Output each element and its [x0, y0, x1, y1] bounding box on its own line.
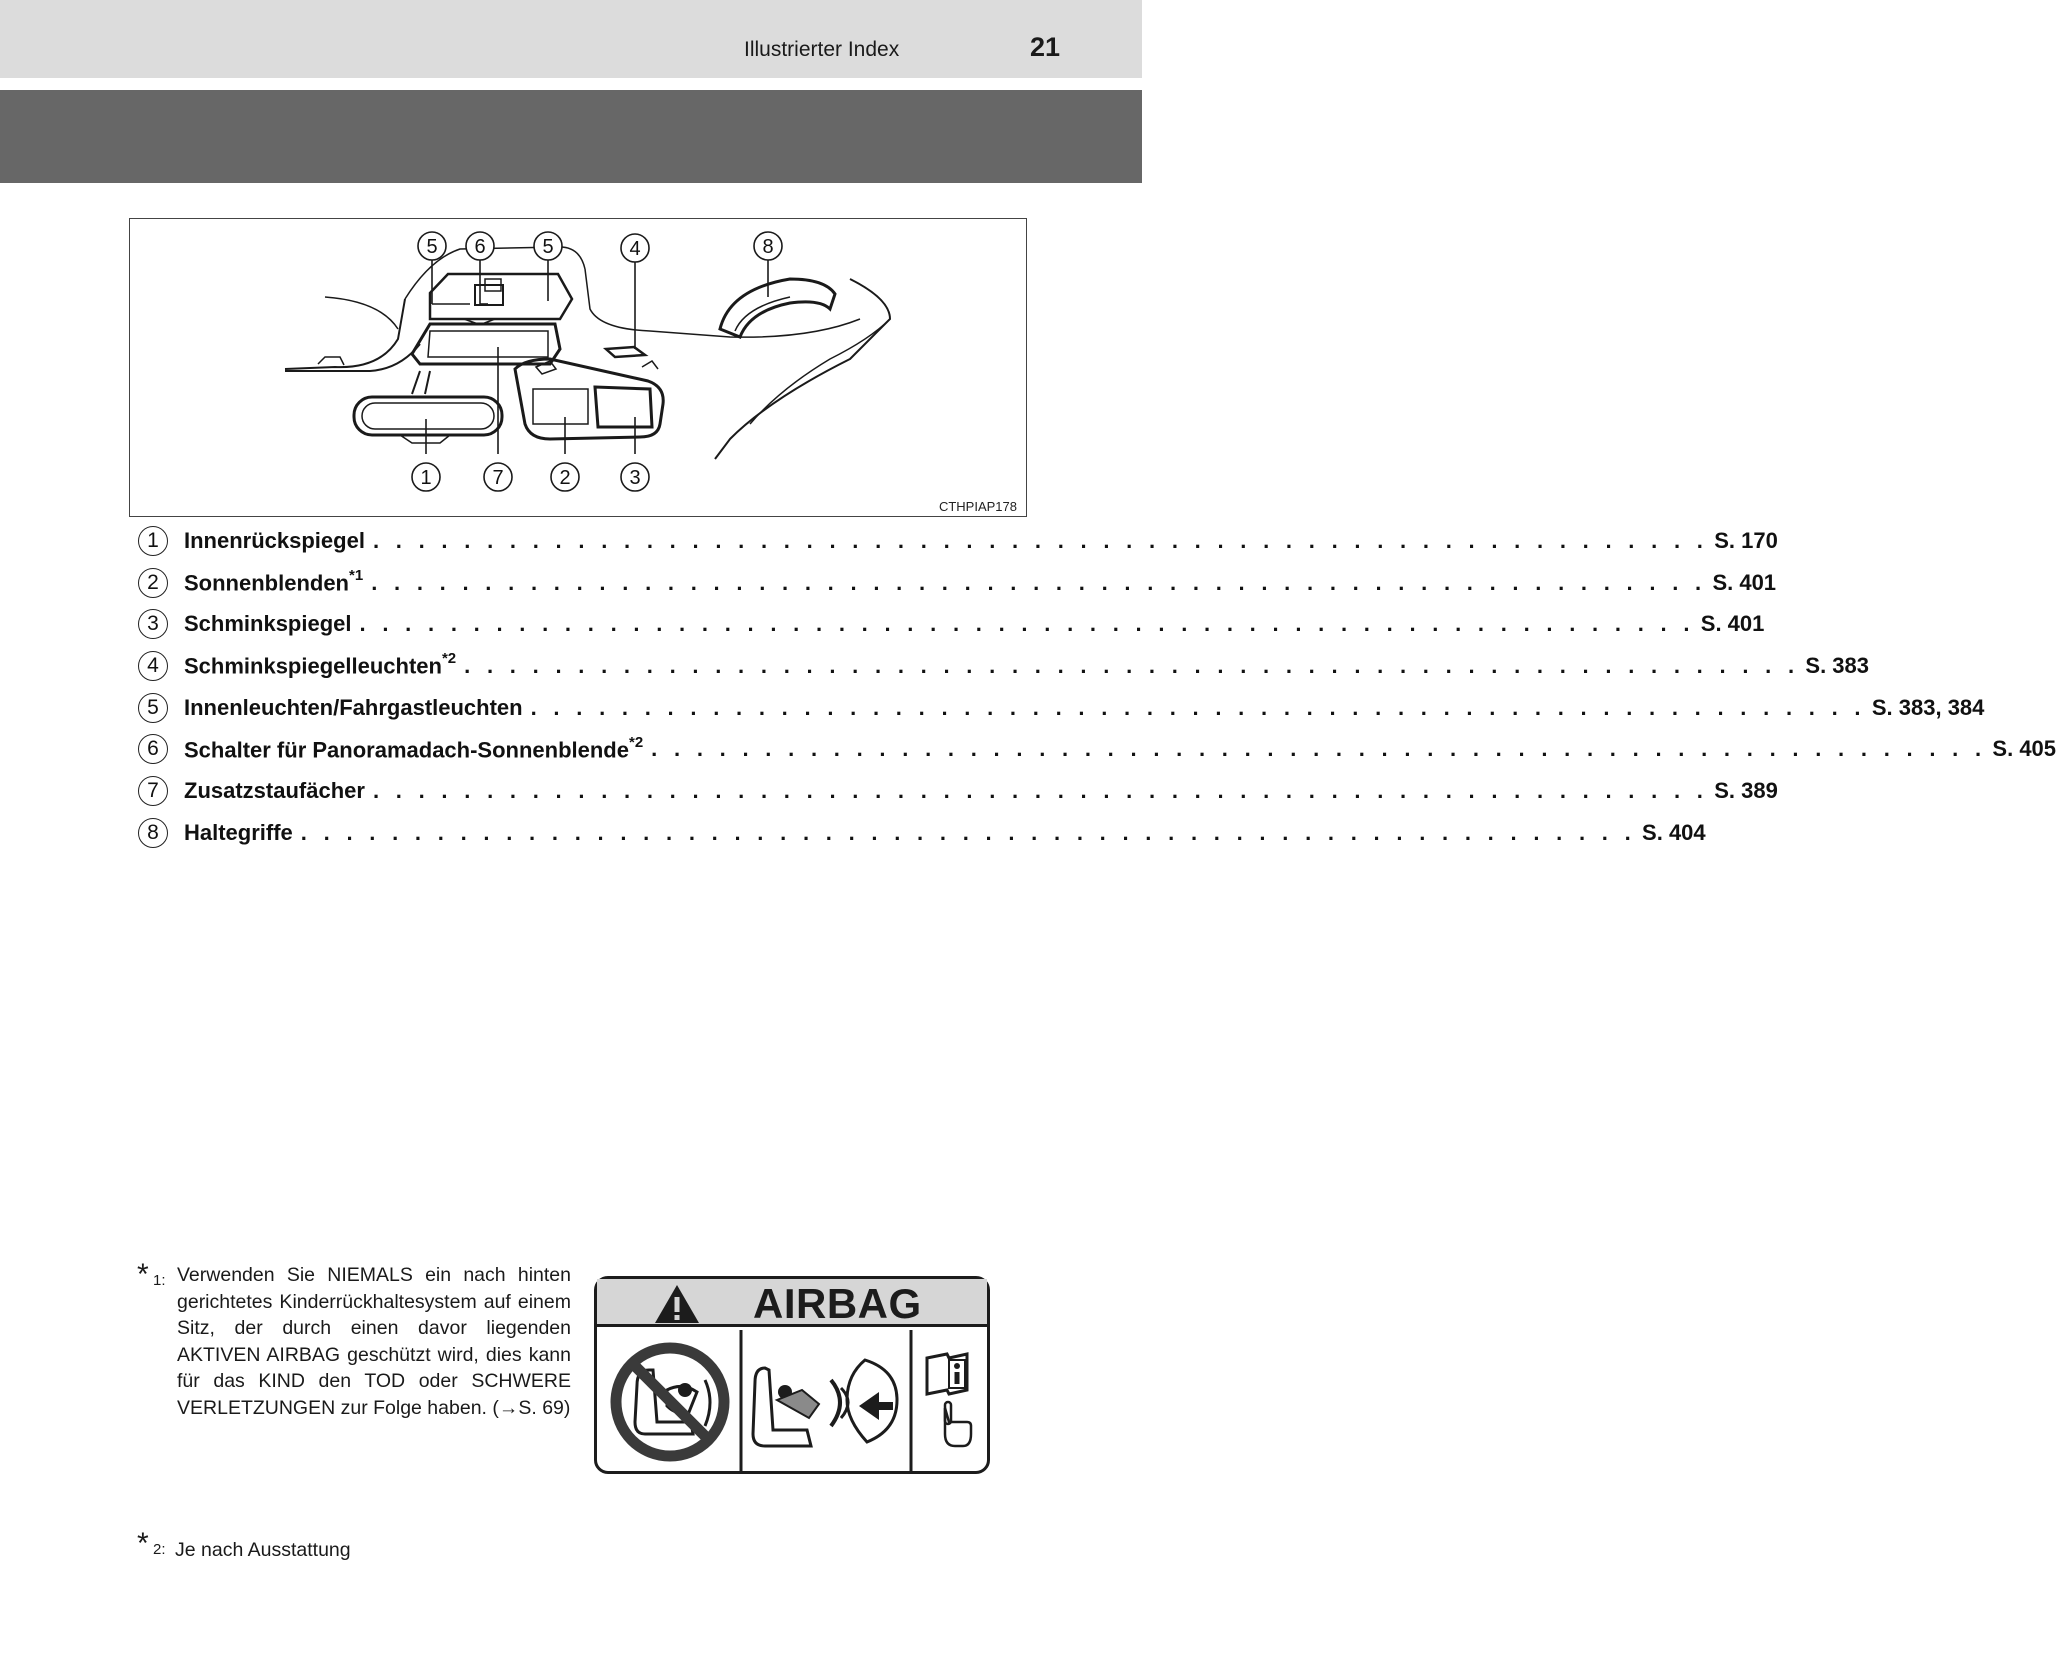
page-ref[interactable]: S. 389 [1714, 777, 1778, 803]
footnote-mark: *2 [441, 650, 457, 668]
item-number: 1 [138, 526, 168, 556]
item-number: 4 [138, 651, 168, 681]
item-number: 3 [138, 609, 168, 639]
item-number: 6 [138, 734, 168, 764]
leader-dots: . . . . . . . . . . . . . . . . . . . . . . . . . . . . . . . . . . . . . . . . . . . . . . . . . . . . . . . . . . . [372, 777, 1709, 803]
footnote-2-text: Je nach Ausstattung [175, 1539, 351, 1561]
page-ref[interactable]: S. 404 [1642, 819, 1706, 845]
index-row[interactable] [138, 728, 2056, 770]
index-row[interactable] [138, 687, 1985, 729]
footnote-1-text: Verwenden Sie NIEMALS ein nach hinten gerichtetes Kinderrückhaltesystem auf einem Sitz, der durch einen davor liegenden AKTIVEN AIRBAG geschützt wird, dies kann für das KIND den TOD oder SCHWERE VERLETZUNGEN zur Folge haben. (→S. 69) [177, 1264, 571, 1419]
footnote-marker: 2: [153, 1541, 166, 1558]
index-row[interactable] [138, 603, 1765, 645]
page-number: 21 [1030, 32, 1061, 62]
footnote-marker: 1: [153, 1272, 166, 1289]
footnote-2 [137, 1527, 351, 1563]
footnote-star: * [137, 1258, 149, 1291]
callout-top: 6 [474, 236, 486, 258]
footnote-star: * [137, 1527, 149, 1560]
leader-dots: . . . . . . . . . . . . . . . . . . . . . . . . . . . . . . . . . . . . . . . . . . . . . . . . . . . . . . . . . . . [651, 736, 1987, 762]
section-title: Illustrierter Index [744, 38, 900, 61]
item-label: Haltegriffe [184, 819, 293, 845]
child-seat-airbag-icon [753, 1360, 897, 1446]
page-ref[interactable]: S. 383, 384 [1871, 694, 1985, 720]
callout-top: 4 [629, 238, 641, 260]
item-number: 8 [138, 818, 168, 848]
callout-bottom: 3 [629, 467, 641, 489]
item-number: 2 [138, 568, 168, 598]
page-ref[interactable]: S. 383 [1805, 652, 1870, 678]
no-rear-facing-seat-icon [616, 1348, 724, 1456]
overhead-console-drawing [130, 219, 1026, 516]
leader-dots: . . . . . . . . . . . . . . . . . . . . . . . . . . . . . . . . . . . . . . . . . . . . . . . . . . . . . . . . . . . [359, 611, 1695, 637]
callout-bottom: 7 [492, 467, 504, 489]
leader-dots: . . . . . . . . . . . . . . . . . . . . . . . . . . . . . . . . . . . . . . . . . . . . . . . . . . . . . . . . . . . [372, 527, 1709, 553]
airbag-pictograms [597, 1330, 987, 1471]
item-number: 7 [138, 776, 168, 806]
leader-dots: . . . . . . . . . . . . . . . . . . . . . . . . . . . . . . . . . . . . . . . . . . . . . . . . . . . . . . . . . . . [530, 694, 1866, 720]
interior-illustration [129, 218, 1027, 517]
airbag-warning-label [594, 1276, 990, 1474]
item-label: Schminkspiegel [184, 611, 352, 637]
page-ref[interactable]: S. 170 [1714, 527, 1778, 553]
airbag-label-header [597, 1279, 987, 1327]
callout-bottom: 2 [559, 467, 571, 489]
airbag-label-pictograms [597, 1330, 987, 1471]
callout-top: 5 [542, 236, 554, 258]
index-row[interactable] [138, 562, 1777, 604]
item-label: Schalter für Panoramadach-Sonnenblende$^{*2}$ [184, 733, 644, 762]
leader-dots: . . . . . . . . . . . . . . . . . . . . . . . . . . . . . . . . . . . . . . . . . . . . . . . . . . . . . . . . . . . [300, 819, 1637, 845]
index-list [138, 520, 2056, 854]
leader-dots: . . . . . . . . . . . . . . . . . . . . . . . . . . . . . . . . . . . . . . . . . . . . . . . . . . . . . . . . . . . [464, 652, 1800, 678]
chapter-band [0, 90, 1142, 183]
item-label: Sonnenblenden$^{*1}$ [184, 566, 364, 596]
footnote-mark: *1 [349, 566, 364, 584]
index-row[interactable] [138, 812, 1706, 854]
callout-top: 8 [762, 236, 774, 258]
leader-dots: . . . . . . . . . . . . . . . . . . . . . . . . . . . . . . . . . . . . . . . . . . . . . . . . . . . . . . . . . . . [371, 569, 1707, 595]
footnote-mark: *2 [628, 733, 644, 751]
callout-bottom: 1 [420, 467, 432, 489]
warning-triangle-icon [647, 1279, 707, 1327]
index-row[interactable] [138, 520, 1778, 562]
index-row[interactable] [138, 645, 1870, 687]
footnote-1 [137, 1258, 571, 1421]
item-label: Innenleuchten/Fahrgastleuchten [184, 694, 523, 720]
page-ref[interactable]: S. 401 [1700, 611, 1765, 637]
item-label: Zusatzstaufächer [184, 777, 365, 803]
header-band [0, 0, 1142, 78]
page-ref[interactable]: S. 405 [1992, 736, 2056, 762]
callout-top: 5 [426, 236, 438, 258]
index-row[interactable] [138, 770, 1778, 812]
read-manual-icon [927, 1354, 971, 1446]
item-number: 5 [138, 693, 168, 723]
figure-code: CTHPIAP178 [938, 499, 1017, 514]
airbag-title: AIRBAG [753, 1280, 922, 1327]
item-label: Schminkspiegelleuchten$^{*2}$ [184, 650, 457, 679]
item-label: Innenrückspiegel [184, 527, 365, 553]
page-ref[interactable]: S. 401 [1712, 569, 1777, 595]
